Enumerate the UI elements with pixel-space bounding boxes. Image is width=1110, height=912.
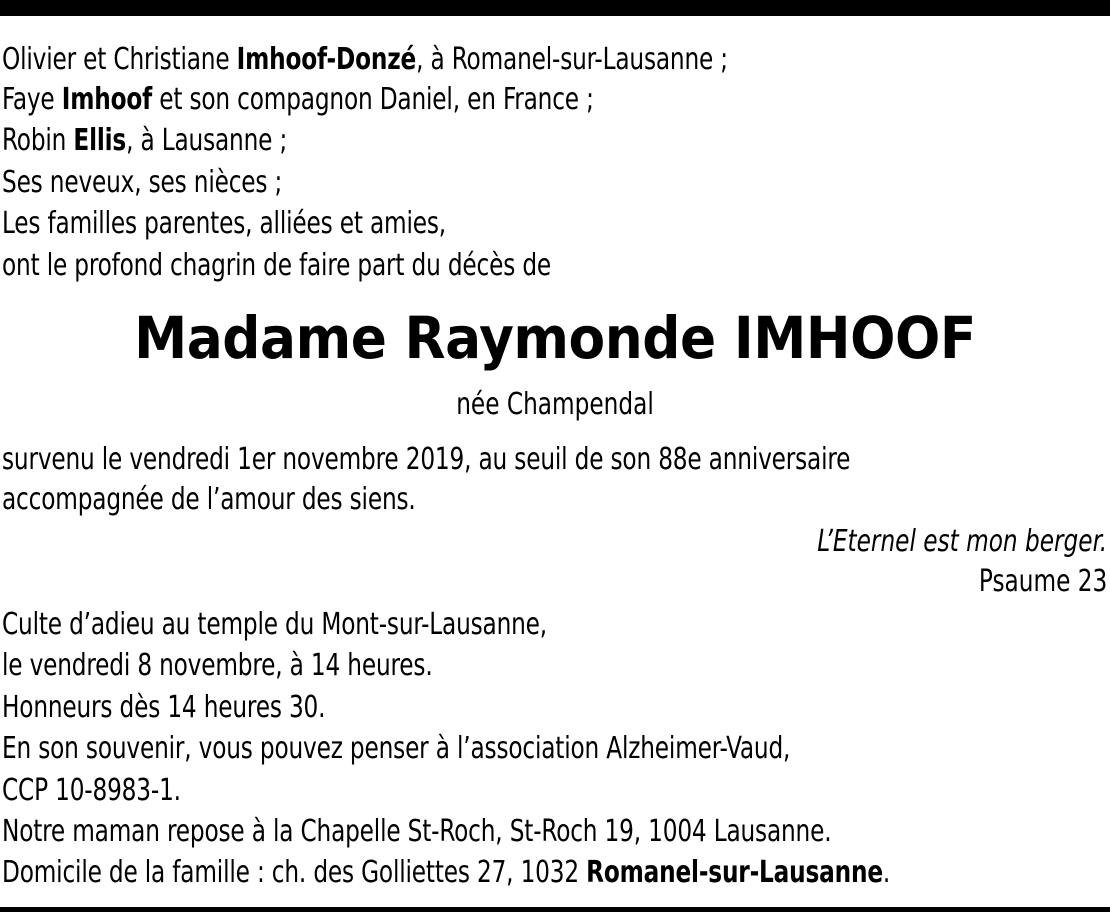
verse-source: Psaume 23 bbox=[978, 564, 1107, 599]
family-line-4: Ses neveux, ses nièces ; bbox=[2, 165, 283, 200]
maiden-name: née Champendal bbox=[456, 387, 654, 422]
family-line-3: Robin Ellis, à Lausanne ; bbox=[2, 123, 288, 158]
service-line-2: le vendredi 8 novembre, à 14 heures. bbox=[2, 648, 433, 683]
domicile-line: Domicile de la famille : ch. des Golliettes 27, 1032 Romanel-sur-Lausanne. bbox=[2, 855, 891, 890]
verse-text: L’Eternel est mon berger. bbox=[817, 524, 1107, 559]
family-line-2: Faye Imhoof et son compagnon Daniel, en France ; bbox=[2, 82, 594, 117]
family-line-6: ont le profond chagrin de faire part du décès de bbox=[2, 248, 552, 283]
service-line-6: Notre maman repose à la Chapelle St-Roch, St-Roch 19, 1004 Lausanne. bbox=[2, 814, 832, 849]
death-line-1: survenu le vendredi 1er novembre 2019, au seuil de son 88e anniversaire bbox=[2, 442, 851, 477]
bottom-rule bbox=[0, 907, 1110, 912]
death-line-2: accompagnée de l’amour des siens. bbox=[2, 482, 416, 517]
family-line-5: Les familles parentes, alliées et amies, bbox=[2, 206, 446, 241]
deceased-name: Madame Raymonde IMHOOF bbox=[134, 304, 976, 372]
family-line-1: Olivier et Christiane Imhoof-Donzé, à Romanel-sur-Lausanne ; bbox=[2, 42, 728, 77]
service-line-3: Honneurs dès 14 heures 30. bbox=[2, 690, 326, 725]
service-line-4: En son souvenir, vous pouvez penser à l’association Alzheimer-Vaud, bbox=[2, 731, 791, 766]
top-rule bbox=[0, 0, 1110, 16]
service-line-1: Culte d’adieu au temple du Mont-sur-Lausanne, bbox=[2, 607, 547, 642]
service-line-5: CCP 10-8983-1. bbox=[2, 773, 181, 808]
